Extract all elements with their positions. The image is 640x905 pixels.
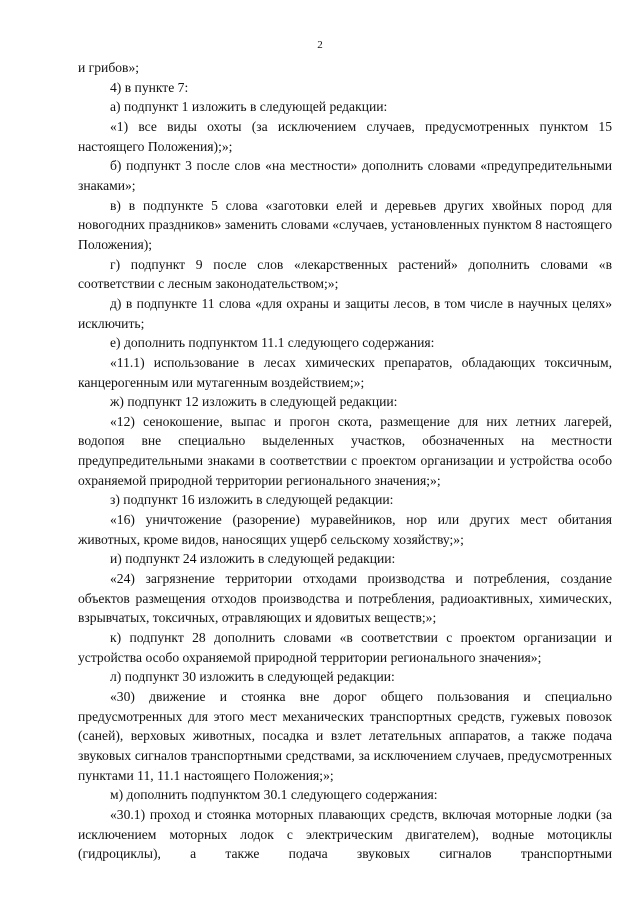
paragraph: д) в подпункте 11 слова «для охраны и защиты лесов, в том числе в научных целях» исключить; [78,295,612,331]
paragraph: г) подпункт 9 после слов «лекарственных растений» дополнить словами «в соответствии с лесным законодательством;»; [78,256,612,292]
paragraph: к) подпункт 28 дополнить словами «в соответствии с проектом организации и устройства особо охраняемой природной территории регионального значения»; [78,630,612,665]
paragraph: «30) движение и стоянка вне дорог общего пользования и специально предусмотренных для этого мест механических транспортных средств, гужевых повозок (саней), верховых животных, посадка и взлет летательных аппаратов, а также подача звуковых сигналов транспортными средствами, за исключением случаев, предусмотренных пунктами 11, 11.1 настоящего Положения;»; [78,689,612,783]
paragraph: «16) уничтожение (разорение) муравейников, нор или других мест обитания животных, кроме видов, наносящих ущерб сельскому хозяйству;»; [78,512,612,547]
paragraph: м) дополнить подпунктом 30.1 следующего содержания: [110,787,438,803]
paragraph: «24) загрязнение территории отходами производства и потребления, создание объектов размещения отходов производства и потребления, радиоактивных, химических, взрывчатых, токсичных, отравляющих и ядовитых веществ;»; [78,571,612,626]
paragraph: «1) все виды охоты (за исключением случаев, предусмотренных пунктом 15 настоящего Положения);»; [78,118,612,154]
paragraph: «30.1) проход и стоянка моторных плавающих средств, включая моторные лодки (за исключением моторных лодок с электрическим двигателем), водные мотоциклы (гидроциклы), а также подача звуковых сигналов транспортными [78,806,612,862]
document-body [78,58,612,864]
paragraph: и грибов»; [78,60,140,75]
paragraph: з) подпункт 16 изложить в следующей редакции: [110,492,394,508]
paragraph: е) дополнить подпунктом 11.1 следующего содержания: [110,335,435,351]
paragraph: л) подпункт 30 изложить в следующей редакции: [110,669,395,685]
paragraph: «12) сенокошение, выпас и прогон скота, размещение для них летних лагерей, водопоя вне специально выделенных участков, обозначенных на местности предупредительными знаками в соответствии с проектом организации и устройства особо охраняемой природной территории регионального значения;»; [78,413,612,488]
paragraph: ж) подпункт 12 изложить в следующей редакции: [110,394,398,410]
paragraph: «11.1) использование в лесах химических препаратов, обладающих токсичным, канцерогенным или мутагенным воздействием;»; [78,354,612,390]
paragraph: б) подпункт 3 после слов «на местности» дополнить словами «предупредительными знаками»; [78,158,612,193]
paragraph: а) подпункт 1 изложить в следующей редакции: [110,99,388,115]
page-number: 2 [317,39,323,51]
paragraph: в) в подпункте 5 слова «заготовки елей и деревьев других хвойных пород для новогодних праздников» заменить словами «случаев, установленных пунктом 8 настоящего Положения); [78,197,612,252]
paragraph: и) подпункт 24 изложить в следующей редакции: [110,551,396,567]
paragraph: 4) в пункте 7: [110,79,189,95]
